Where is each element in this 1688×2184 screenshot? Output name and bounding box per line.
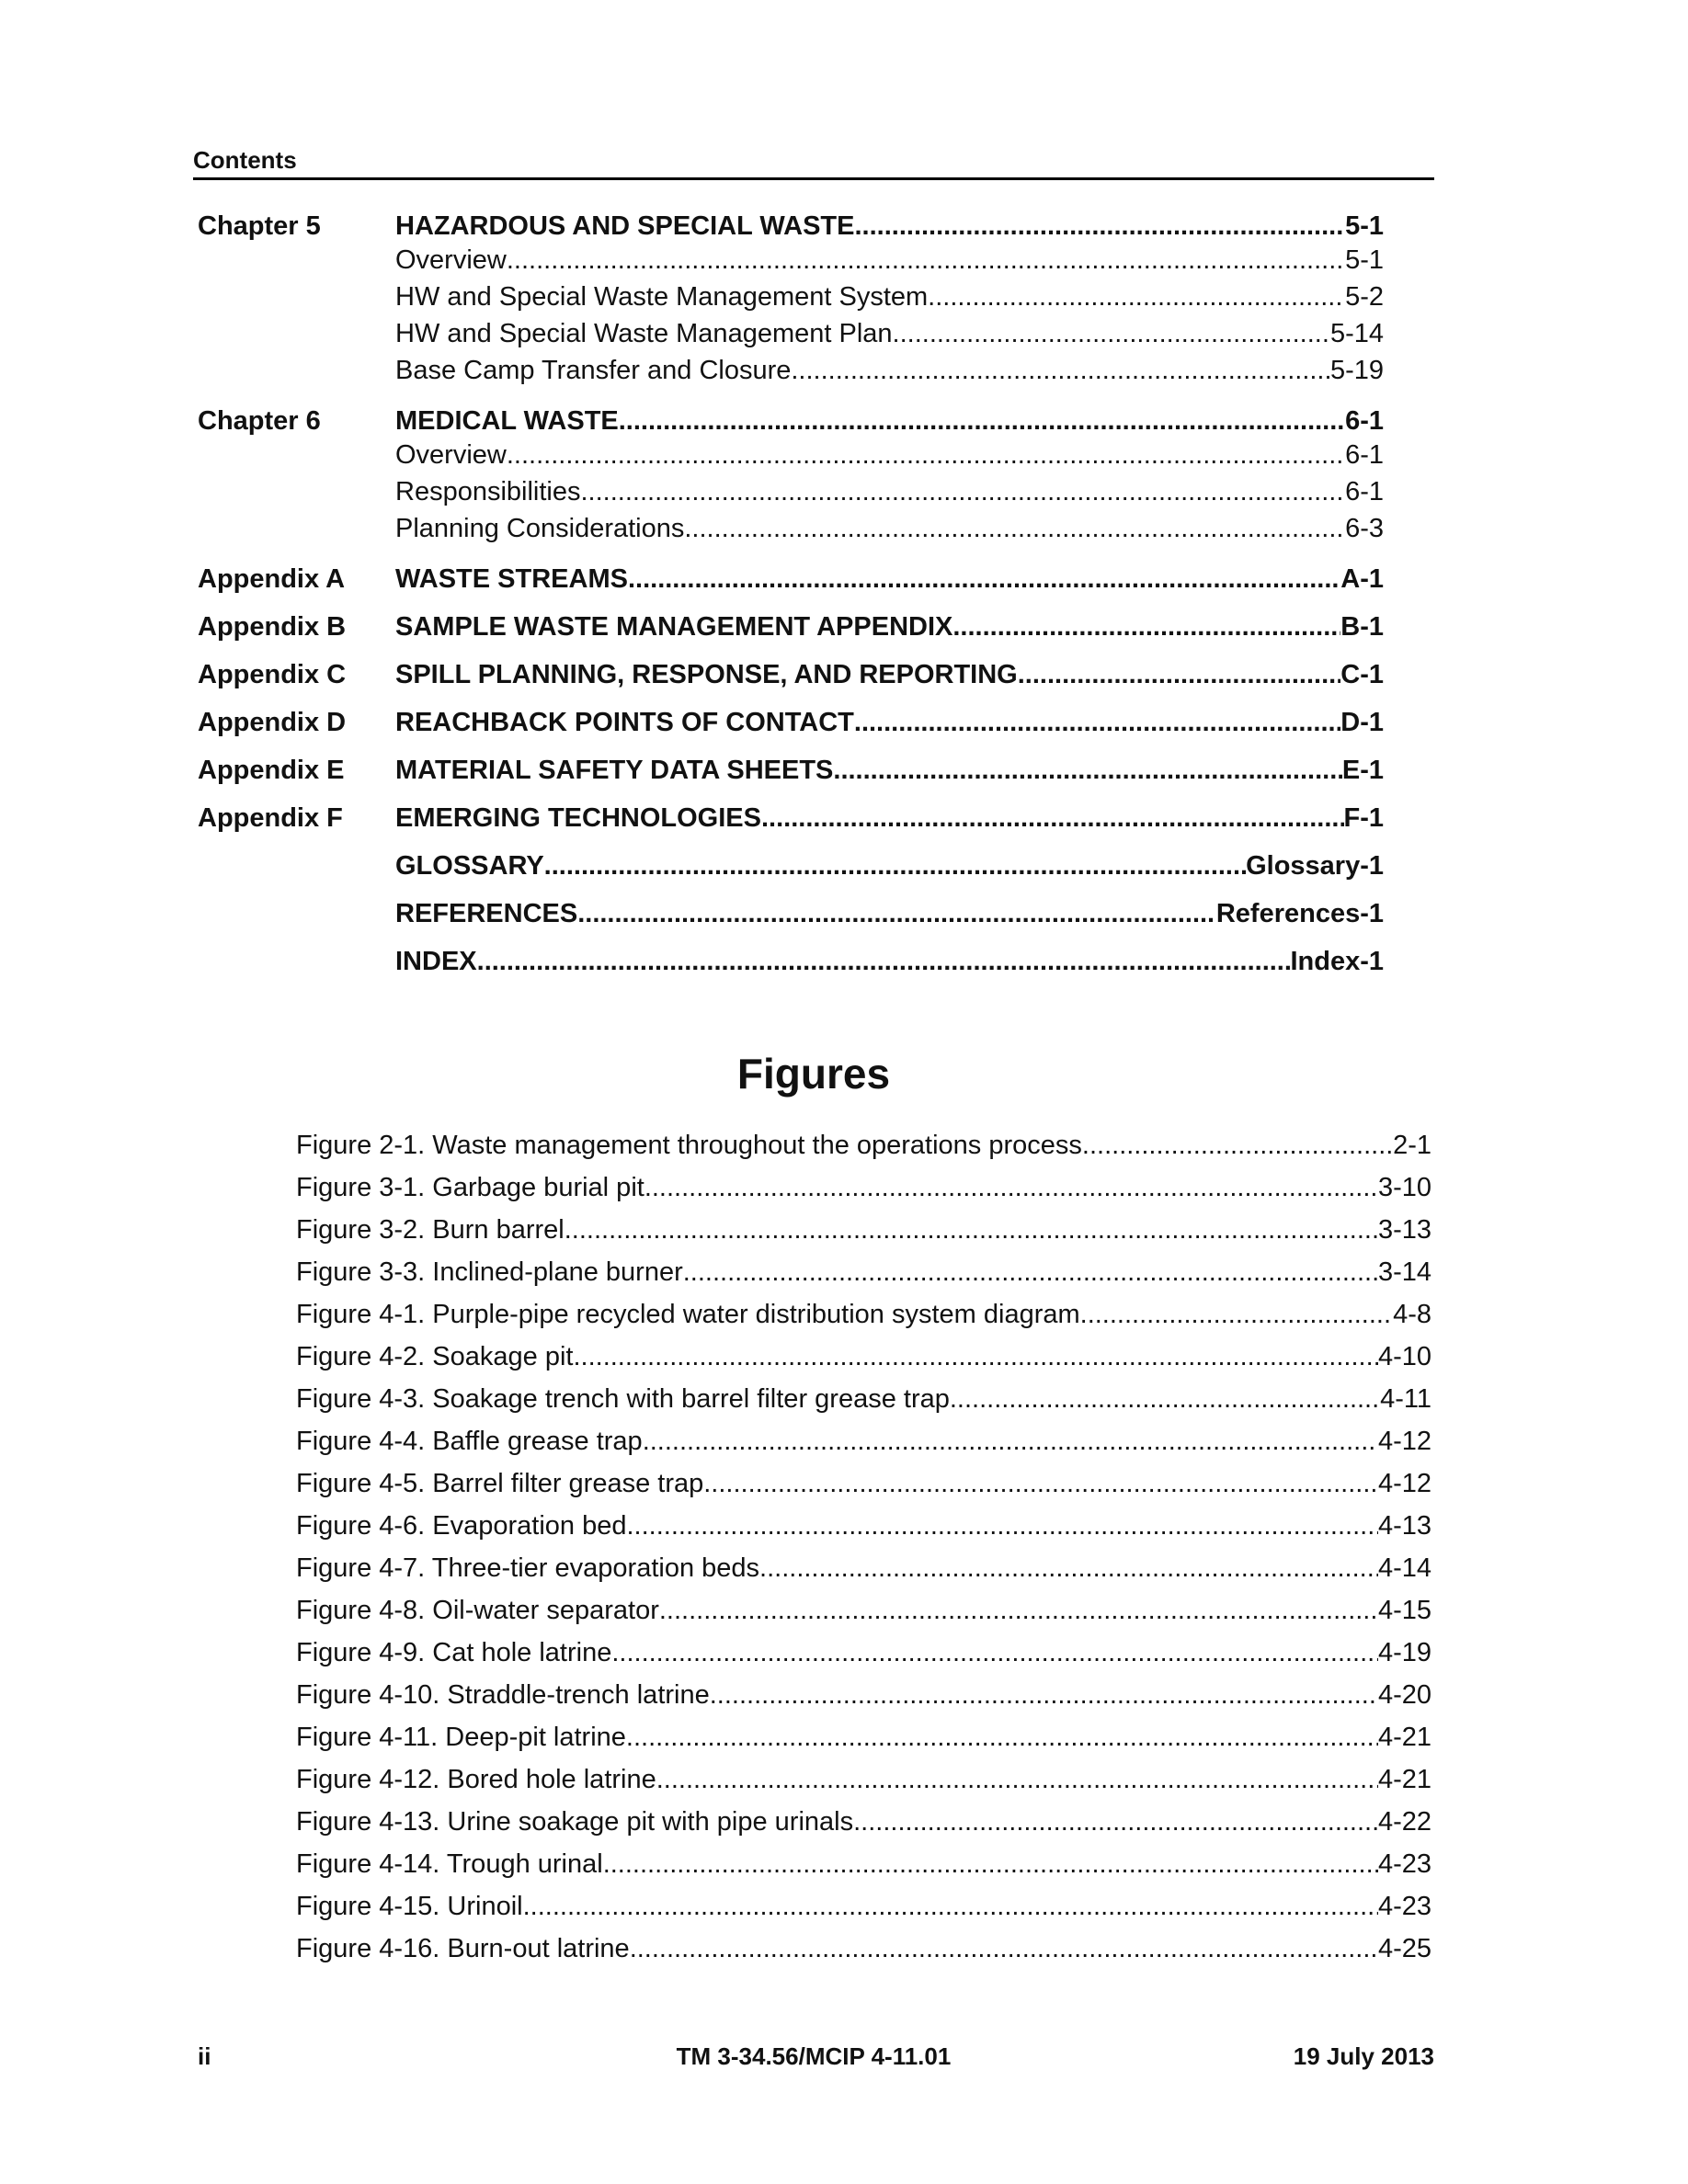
toc-entry-page: D-1 xyxy=(1340,708,1384,737)
figure-page: 4-20 xyxy=(1377,1680,1431,1710)
toc-subsection xyxy=(395,440,1384,477)
toc-main-line xyxy=(198,612,1384,646)
dot-leader xyxy=(627,1511,1378,1541)
toc-main-line xyxy=(198,851,1384,885)
dot-leader xyxy=(544,851,1246,882)
toc-subsection xyxy=(395,477,1384,514)
figure-page: 3-14 xyxy=(1377,1257,1431,1287)
figure-title: Figure 4-7. Three-tier evaporation beds xyxy=(296,1553,760,1583)
toc-entry-label: Appendix F xyxy=(198,803,343,833)
header-title: Contents xyxy=(193,146,297,174)
toc-subsection xyxy=(395,319,1384,356)
dot-leader xyxy=(683,1257,1378,1288)
toc-subsection-page: 6-1 xyxy=(1345,440,1384,470)
figure-page: 4-19 xyxy=(1377,1638,1431,1667)
page-header xyxy=(193,145,1434,180)
toc-entry xyxy=(198,406,1384,551)
toc-entry xyxy=(198,947,1384,981)
figure-list-item xyxy=(296,1807,1431,1849)
footer-page-number: ii xyxy=(198,2042,211,2070)
dot-leader xyxy=(643,1427,1378,1457)
toc-leader-line xyxy=(395,803,1384,834)
figure-page: 4-13 xyxy=(1377,1511,1431,1541)
figure-title: Figure 4-15. Urinoil xyxy=(296,1892,523,1921)
toc-main-line xyxy=(198,899,1384,933)
toc-entry xyxy=(198,851,1384,885)
dot-leader xyxy=(833,756,1341,786)
figure-title: Figure 4-14. Trough urinal xyxy=(296,1849,603,1879)
dot-leader xyxy=(523,1892,1378,1922)
dot-leader xyxy=(565,1215,1378,1246)
figure-page: 3-10 xyxy=(1377,1173,1431,1202)
figure-list-item xyxy=(296,1849,1431,1892)
dot-leader xyxy=(854,211,1345,242)
figure-list-item xyxy=(296,1257,1431,1300)
figure-list-item xyxy=(296,1723,1431,1765)
dot-leader xyxy=(791,356,1330,386)
toc-entry xyxy=(198,660,1384,694)
figure-title: Figure 4-5. Barrel filter grease trap xyxy=(296,1469,704,1498)
toc-main-line xyxy=(198,406,1384,440)
toc-entry xyxy=(198,899,1384,933)
toc-subsection-title: HW and Special Waste Management System xyxy=(395,282,929,312)
figure-list-item xyxy=(296,1131,1431,1173)
toc-entry-title: EMERGING TECHNOLOGIES xyxy=(395,803,761,833)
dot-leader xyxy=(761,803,1344,834)
figure-list-item xyxy=(296,1511,1431,1553)
dot-leader xyxy=(573,1342,1377,1372)
toc-subsection-title: Planning Considerations xyxy=(395,514,685,543)
toc-main-line xyxy=(198,211,1384,245)
toc-entry-page: References-1 xyxy=(1215,899,1384,928)
toc-subsections xyxy=(395,245,1384,392)
dot-leader xyxy=(644,1173,1378,1203)
dot-leader xyxy=(893,319,1330,349)
toc-subsection-title: HW and Special Waste Management Plan xyxy=(395,319,893,348)
toc-entry-label: Appendix C xyxy=(198,660,347,689)
figure-title: Figure 4-3. Soakage trench with barrel filter grease trap xyxy=(296,1384,950,1414)
toc-entry-page: 6-1 xyxy=(1345,406,1384,436)
figures-heading: Figures xyxy=(736,1050,891,1098)
toc-subsection-page: 6-1 xyxy=(1345,477,1384,506)
figure-list-item xyxy=(296,1427,1431,1469)
dot-leader xyxy=(659,1596,1378,1626)
toc-subsection-title: Overview xyxy=(395,440,507,470)
toc-leader-line xyxy=(395,211,1384,242)
figure-list-item xyxy=(296,1596,1431,1638)
dot-leader xyxy=(950,1384,1380,1415)
toc-entry xyxy=(198,612,1384,646)
toc-subsection-page: 5-2 xyxy=(1345,282,1384,312)
toc-entry-title: WASTE STREAMS xyxy=(395,564,628,594)
figure-list-item xyxy=(296,1300,1431,1342)
toc-entry-title: REACHBACK POINTS OF CONTACT xyxy=(395,708,854,737)
figure-list-item xyxy=(296,1680,1431,1723)
toc-entry-label: Appendix E xyxy=(198,756,345,785)
figure-title: Figure 2-1. Waste management throughout the operations process xyxy=(296,1131,1082,1160)
toc-entry-page: F-1 xyxy=(1343,803,1384,833)
page-footer xyxy=(193,2042,1434,2076)
dot-leader xyxy=(507,440,1345,471)
toc-subsection-title: Responsibilities xyxy=(395,477,581,506)
toc-leader-line xyxy=(395,947,1384,977)
dot-leader xyxy=(628,564,1340,595)
toc-entry-title: REFERENCES xyxy=(395,899,578,928)
toc-entry-title: INDEX xyxy=(395,947,477,976)
dot-leader xyxy=(952,612,1340,643)
figure-title: Figure 4-6. Evaporation bed xyxy=(296,1511,627,1541)
toc-main-line xyxy=(198,947,1384,981)
figure-page: 4-8 xyxy=(1393,1300,1431,1329)
toc-entry xyxy=(198,708,1384,742)
figure-page: 4-21 xyxy=(1377,1723,1431,1752)
toc-main-line xyxy=(198,564,1384,598)
dot-leader xyxy=(759,1553,1378,1584)
toc-entry-page: E-1 xyxy=(1341,756,1384,785)
figure-title: Figure 4-16. Burn-out latrine xyxy=(296,1934,630,1963)
toc-entry-title: MEDICAL WASTE xyxy=(395,406,619,436)
figure-page: 4-15 xyxy=(1377,1596,1431,1625)
figure-title: Figure 3-2. Burn barrel xyxy=(296,1215,565,1245)
figure-title: Figure 4-1. Purple-pipe recycled water distribution system diagram xyxy=(296,1300,1080,1329)
toc-leader-line xyxy=(395,899,1384,929)
toc-entry-page: 5-1 xyxy=(1345,211,1384,241)
dot-leader xyxy=(577,899,1216,929)
figure-title: Figure 4-4. Baffle grease trap xyxy=(296,1427,643,1456)
figure-list-item xyxy=(296,1553,1431,1596)
toc-entry-title: SAMPLE WASTE MANAGEMENT APPENDIX xyxy=(395,612,953,642)
toc-main-line xyxy=(198,708,1384,742)
dot-leader xyxy=(581,477,1346,507)
toc-leader-line xyxy=(395,708,1384,738)
figure-page: 4-23 xyxy=(1377,1892,1431,1921)
figure-page: 4-10 xyxy=(1377,1342,1431,1371)
dot-leader xyxy=(603,1849,1378,1880)
toc-entry-label: Chapter 5 xyxy=(198,211,321,241)
footer-doc-id: TM 3-34.56/MCIP 4-11.01 xyxy=(676,2042,952,2070)
figure-list-item xyxy=(296,1765,1431,1807)
table-of-contents xyxy=(198,211,1384,995)
dot-leader xyxy=(684,514,1345,544)
toc-subsection-page: 6-3 xyxy=(1345,514,1384,543)
figure-page: 4-11 xyxy=(1380,1384,1431,1414)
dot-leader xyxy=(477,947,1291,977)
dot-leader xyxy=(656,1765,1378,1795)
toc-entry-label: Appendix D xyxy=(198,708,347,737)
figure-list-item xyxy=(296,1934,1431,1976)
toc-subsection-page: 5-19 xyxy=(1329,356,1384,385)
toc-leader-line xyxy=(395,406,1384,437)
toc-entry xyxy=(198,211,1384,392)
dot-leader xyxy=(619,406,1345,437)
dot-leader xyxy=(1018,660,1341,690)
toc-leader-line xyxy=(395,851,1384,882)
toc-entry xyxy=(198,803,1384,837)
figure-title: Figure 4-2. Soakage pit xyxy=(296,1342,574,1371)
toc-leader-line xyxy=(395,660,1384,690)
dot-leader xyxy=(853,1807,1378,1837)
toc-entry xyxy=(198,564,1384,598)
figure-page: 2-1 xyxy=(1393,1131,1431,1160)
figures-list xyxy=(296,1131,1431,1976)
figure-page: 4-21 xyxy=(1377,1765,1431,1794)
dot-leader xyxy=(928,282,1345,313)
toc-leader-line xyxy=(395,612,1384,643)
figure-page: 4-22 xyxy=(1377,1807,1431,1837)
figure-title: Figure 4-8. Oil-water separator xyxy=(296,1596,659,1625)
toc-subsections xyxy=(395,440,1384,551)
figure-page: 4-23 xyxy=(1377,1849,1431,1879)
toc-main-line xyxy=(198,756,1384,790)
toc-entry-label: Chapter 6 xyxy=(198,406,321,436)
figure-page: 4-14 xyxy=(1377,1553,1431,1583)
dot-leader xyxy=(854,708,1340,738)
figure-page: 4-25 xyxy=(1377,1934,1431,1963)
toc-entry-title: MATERIAL SAFETY DATA SHEETS xyxy=(395,756,834,785)
toc-subsection-page: 5-1 xyxy=(1345,245,1384,275)
figure-title: Figure 4-10. Straddle-trench latrine xyxy=(296,1680,710,1710)
figure-title: Figure 4-9. Cat hole latrine xyxy=(296,1638,612,1667)
toc-entry-page: A-1 xyxy=(1340,564,1384,594)
toc-entry-page: B-1 xyxy=(1340,612,1384,642)
toc-entry-title: GLOSSARY xyxy=(395,851,544,881)
figure-title: Figure 4-12. Bored hole latrine xyxy=(296,1765,656,1794)
toc-entry-label: Appendix B xyxy=(198,612,347,642)
figure-list-item xyxy=(296,1469,1431,1511)
figure-list-item xyxy=(296,1342,1431,1384)
figure-list-item xyxy=(296,1384,1431,1427)
toc-main-line xyxy=(198,660,1384,694)
figure-page: 3-13 xyxy=(1377,1215,1431,1245)
toc-entry xyxy=(198,756,1384,790)
dot-leader xyxy=(507,245,1345,276)
toc-leader-line xyxy=(395,756,1384,786)
toc-subsection xyxy=(395,245,1384,282)
dot-leader xyxy=(630,1934,1378,1964)
toc-subsection xyxy=(395,514,1384,551)
figure-list-item xyxy=(296,1892,1431,1934)
figure-title: Figure 4-13. Urine soakage pit with pipe urinals xyxy=(296,1807,854,1837)
footer-date: 19 July 2013 xyxy=(1293,2042,1434,2070)
toc-subsection-title: Base Camp Transfer and Closure xyxy=(395,356,792,385)
toc-entry-title: HAZARDOUS AND SPECIAL WASTE xyxy=(395,211,855,241)
toc-subsection xyxy=(395,356,1384,392)
toc-entry-page: Index-1 xyxy=(1290,947,1384,976)
dot-leader xyxy=(611,1638,1378,1668)
toc-entry-label: Appendix A xyxy=(198,564,346,594)
toc-main-line xyxy=(198,803,1384,837)
figure-title: Figure 3-1. Garbage burial pit xyxy=(296,1173,644,1202)
dot-leader xyxy=(1082,1131,1393,1161)
figure-list-item xyxy=(296,1173,1431,1215)
figure-page: 4-12 xyxy=(1377,1427,1431,1456)
dot-leader xyxy=(626,1723,1378,1753)
figure-list-item xyxy=(296,1215,1431,1257)
toc-entry-page: Glossary-1 xyxy=(1246,851,1384,881)
toc-subsection-title: Overview xyxy=(395,245,507,275)
toc-entry-page: C-1 xyxy=(1340,660,1384,689)
figure-title: Figure 4-11. Deep-pit latrine xyxy=(296,1723,626,1752)
dot-leader xyxy=(1080,1300,1393,1330)
figure-list-item xyxy=(296,1638,1431,1680)
toc-entry-title: SPILL PLANNING, RESPONSE, AND REPORTING xyxy=(395,660,1018,689)
toc-subsection xyxy=(395,282,1384,319)
figure-title: Figure 3-3. Inclined-plane burner xyxy=(296,1257,683,1287)
toc-subsection-page: 5-14 xyxy=(1329,319,1384,348)
figure-page: 4-12 xyxy=(1377,1469,1431,1498)
toc-leader-line xyxy=(395,564,1384,595)
dot-leader xyxy=(703,1469,1378,1499)
dot-leader xyxy=(710,1680,1378,1711)
